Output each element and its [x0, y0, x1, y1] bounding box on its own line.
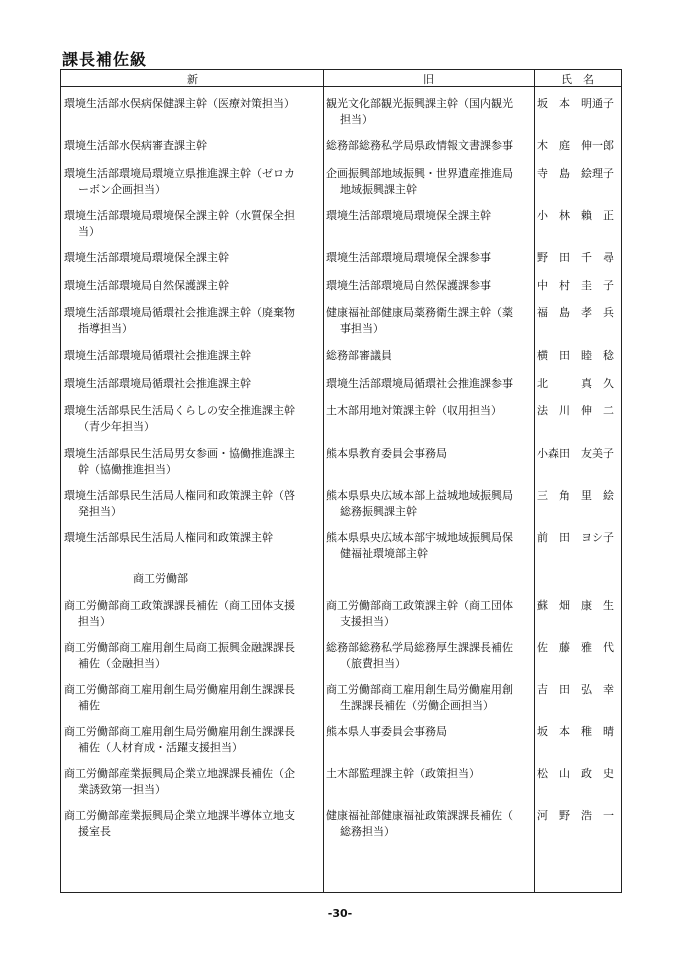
old-position: [326, 640, 532, 672]
person-name: 吉 田 弘 幸: [537, 683, 614, 696]
old-position-line1: 環境生活部環境局環境保全課参事: [326, 251, 491, 264]
old-position-line1: 商工労働部商工雇用創生局労働雇用創: [326, 683, 513, 696]
person-name: 寺 島 絵理子: [537, 167, 614, 180]
new-position-line2: 補佐: [78, 699, 100, 712]
new-position-line1: 環境生活部県民生活局男女参画・協働推進課主: [64, 447, 295, 460]
new-position: [64, 682, 322, 714]
new-position-line2: 補佐（金融担当）: [78, 657, 166, 670]
new-position-line2: 補佐（人材育成・活躍支援担当）: [78, 741, 243, 754]
old-position-line1: 熊本県県央広域本部上益城地域振興局: [326, 489, 513, 502]
old-position: [326, 488, 532, 520]
new-position-line1: 商工労働部商工雇用創生局商工振興金融課課長: [64, 641, 295, 654]
old-position-line2: （旅費担当）: [340, 657, 406, 670]
new-position-line1: 環境生活部環境局循環社会推進課主幹（廃棄物: [64, 306, 295, 319]
old-position: [326, 138, 532, 154]
old-position-line1: 土木部監理課主幹（政策担当）: [326, 767, 480, 780]
old-position: [326, 278, 532, 294]
new-position-line1: 商工労働部商工政策課課長補佐（商工団体支援: [64, 599, 295, 612]
old-position-line1: 環境生活部環境局自然保護課参事: [326, 279, 491, 292]
old-position-line2: 地域振興課主幹: [340, 183, 417, 196]
page-title: 課長補佐級: [62, 50, 148, 69]
old-position-line1: 商工労働部商工政策課主幹（商工団体: [326, 599, 513, 612]
person-name: 横 田 睦 稔: [537, 349, 614, 362]
new-position: [64, 724, 322, 756]
new-position: [64, 766, 322, 798]
old-position: [326, 403, 532, 419]
old-position: [326, 348, 532, 364]
header-old: 旧: [423, 73, 434, 86]
old-position: [326, 305, 532, 337]
new-position: [64, 403, 322, 435]
new-position: [64, 376, 322, 392]
person-name: 松 山 政 史: [537, 767, 614, 780]
new-position-line1: 環境生活部県民生活局人権同和政策課主幹（啓: [64, 489, 295, 502]
new-position-line2: 発担当）: [78, 505, 122, 518]
person-name: 小森田 友美子: [537, 447, 614, 460]
new-position-line1: 環境生活部環境局環境立県推進課主幹（ゼロカ: [64, 167, 295, 180]
new-position-line1: 環境生活部水俣病審査課主幹: [64, 139, 207, 152]
person-name: 法 川 伸 二: [537, 404, 614, 417]
old-position-line1: 総務部総務私学局総務厚生課課長補佐: [326, 641, 513, 654]
new-position-line2: 担当）: [78, 615, 111, 628]
column-divider: [534, 70, 535, 892]
header-new: 新: [187, 73, 198, 86]
new-position: [64, 250, 322, 266]
new-position-line1: 環境生活部環境局環境保全課主幹（水質保全担: [64, 209, 295, 222]
old-position-line2: 総務担当）: [340, 825, 395, 838]
new-position-line1: 環境生活部環境局循環社会推進課主幹: [64, 349, 251, 362]
new-position: [64, 808, 322, 840]
old-position: [326, 682, 532, 714]
old-position: [326, 724, 532, 740]
dept-heading: 商工労働部: [133, 572, 188, 585]
person-name: 佐 藤 雅 代: [537, 641, 614, 654]
person-name: 前 田 ヨシ子: [537, 531, 614, 544]
table-header: [61, 70, 621, 87]
personnel-table: [60, 69, 622, 893]
new-position-line1: 環境生活部県民生活局くらしの安全推進課主幹: [64, 404, 295, 417]
old-position-line2: 生課課長補佐（労働企画担当）: [340, 699, 494, 712]
new-position: [64, 640, 322, 672]
person-name: 坂 本 明通子: [537, 97, 614, 110]
person-name: 河 野 浩 一: [537, 809, 614, 822]
old-position: [326, 208, 532, 224]
new-position-line1: 環境生活部水俣病保健課主幹（医療対策担当）: [64, 97, 295, 110]
old-position-line1: 健康福祉部健康福祉政策課課長補佐（: [326, 809, 513, 822]
new-position-line1: 環境生活部環境局環境保全課主幹: [64, 251, 229, 264]
new-position-line2: 幹（協働推進担当）: [78, 463, 177, 476]
new-position-line2: 業誘致第一担当）: [78, 783, 166, 796]
new-position-line1: 商工労働部商工雇用創生局労働雇用創生課課長: [64, 683, 295, 696]
new-position: [64, 598, 322, 630]
old-position-line1: 熊本県教育委員会事務局: [326, 447, 447, 460]
new-position: [64, 278, 322, 294]
column-divider: [323, 70, 324, 892]
old-position: [326, 446, 532, 462]
person-name: 坂 本 稚 晴: [537, 725, 614, 738]
person-name: 小 林 賴 正: [537, 209, 614, 222]
old-position-line2: 担当）: [340, 113, 373, 126]
new-position: [64, 96, 322, 112]
old-position-line1: 環境生活部環境局循環社会推進課参事: [326, 377, 513, 390]
page-number: -30-: [327, 907, 353, 920]
old-position-line2: 総務振興課主幹: [340, 505, 417, 518]
old-position: [326, 598, 532, 630]
old-position-line2: 健福祉環境部主幹: [340, 547, 428, 560]
new-position-line1: 環境生活部環境局自然保護課主幹: [64, 279, 229, 292]
new-position: [64, 166, 322, 198]
old-position: [326, 166, 532, 198]
header-name: 氏 名: [561, 73, 594, 86]
person-name: 三 角 里 絵: [537, 489, 614, 502]
new-position-line2: 当）: [78, 225, 100, 238]
new-position-line2: ーボン企画担当）: [78, 183, 166, 196]
person-name: 木 庭 伸一郎: [537, 139, 614, 152]
old-position-line2: 支援担当）: [340, 615, 395, 628]
person-name: 北 真 久: [537, 377, 614, 390]
new-position-line2: （青少年担当）: [78, 420, 155, 433]
old-position-line1: 熊本県県央広域本部宇城地域振興局保: [326, 531, 513, 544]
old-position: [326, 530, 532, 562]
old-position-line1: 総務部審議員: [326, 349, 392, 362]
old-position: [326, 808, 532, 840]
old-position: [326, 250, 532, 266]
new-position-line2: 援室長: [78, 825, 111, 838]
old-position-line1: 観光文化部観光振興課主幹（国内観光: [326, 97, 513, 110]
old-position: [326, 96, 532, 128]
old-position: [326, 376, 532, 392]
new-position-line2: 指導担当）: [78, 322, 133, 335]
person-name: 中 村 圭 子: [537, 279, 614, 292]
new-position: [64, 208, 322, 240]
person-name: 蘇 畑 康 生: [537, 599, 614, 612]
old-position-line1: 環境生活部環境局環境保全課主幹: [326, 209, 491, 222]
new-position-line1: 環境生活部環境局循環社会推進課主幹: [64, 377, 251, 390]
new-position: [64, 488, 322, 520]
person-name: 野 田 千 尋: [537, 251, 614, 264]
old-position-line1: 総務部総務私学局県政情報文書課参事: [326, 139, 513, 152]
old-position-line1: 健康福祉部健康局薬務衛生課主幹（薬: [326, 306, 513, 319]
old-position-line2: 事担当）: [340, 322, 384, 335]
old-position-line1: 熊本県人事委員会事務局: [326, 725, 447, 738]
old-position-line1: 土木部用地対策課主幹（収用担当）: [326, 404, 502, 417]
new-position: [64, 348, 322, 364]
new-position-line1: 商工労働部産業振興局企業立地課半導体立地支: [64, 809, 295, 822]
new-position: [64, 305, 322, 337]
new-position-line1: 商工労働部商工雇用創生局労働雇用創生課課長: [64, 725, 295, 738]
new-position-line1: 環境生活部県民生活局人権同和政策課主幹: [64, 531, 273, 544]
old-position-line1: 企画振興部地域振興・世界遺産推進局: [326, 167, 513, 180]
new-position: [64, 138, 322, 154]
new-position: [64, 530, 322, 546]
old-position: [326, 766, 532, 782]
new-position: [64, 446, 322, 478]
new-position-line1: 商工労働部産業振興局企業立地課課長補佐（企: [64, 767, 295, 780]
person-name: 福 島 孝 兵: [537, 306, 614, 319]
